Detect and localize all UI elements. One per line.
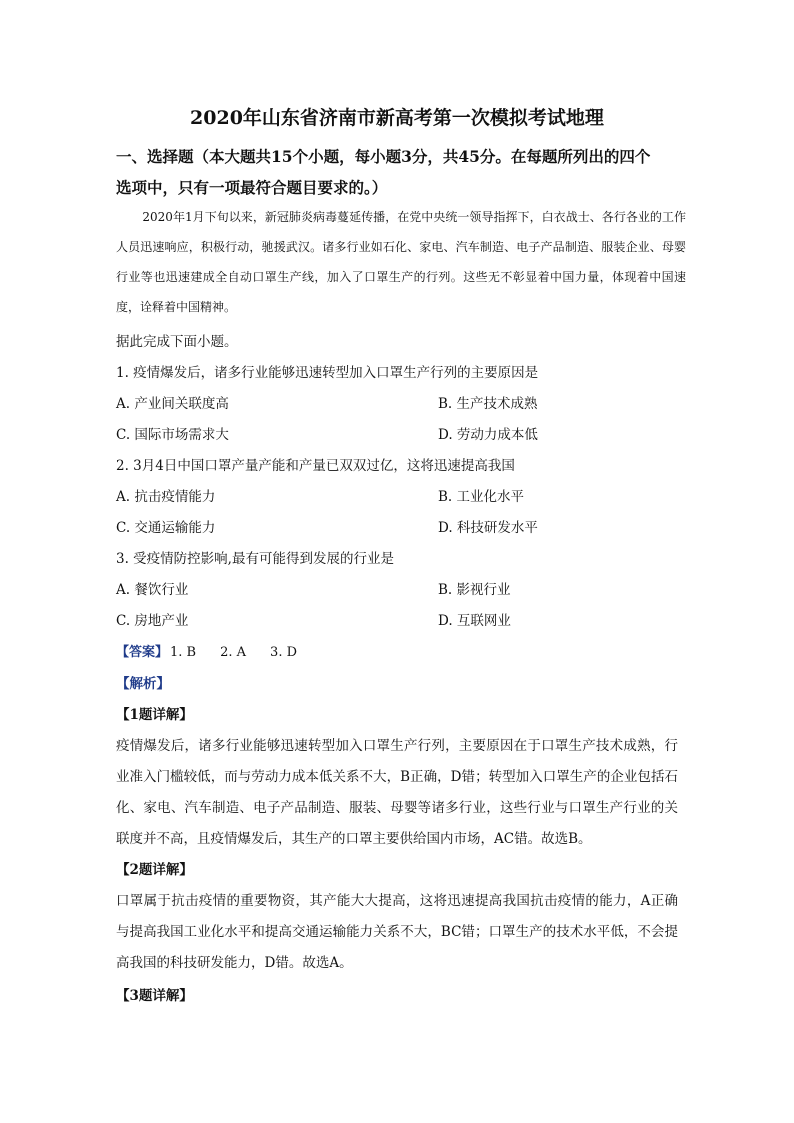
question-3-option-a: A. 餐饮行业 bbox=[116, 582, 189, 598]
question-1-option-c: C. 国际市场需求大 bbox=[116, 427, 229, 443]
question-2-option-c: C. 交通运输能力 bbox=[116, 520, 216, 536]
page-title: 2020年山东省济南市新高考第一次模拟考试地理 bbox=[190, 107, 604, 129]
question-1-option-a: A. 产业间关联度高 bbox=[116, 396, 229, 412]
answer-line bbox=[116, 643, 297, 663]
answer-item-1: 1. B bbox=[170, 645, 197, 660]
answer-item-2: 2. A bbox=[220, 645, 247, 660]
detail-3-heading: 【3题详解】 bbox=[116, 988, 193, 1004]
question-2-option-b: B. 工业化水平 bbox=[438, 489, 525, 505]
question-2-option-d: D. 科技研发水平 bbox=[438, 520, 538, 536]
answer-label: 【答案】 bbox=[116, 645, 169, 660]
question-3-option-c: C. 房地产业 bbox=[116, 613, 189, 629]
detail-1-heading: 【1题详解】 bbox=[116, 707, 193, 723]
question-2-stem: 2. 3月4日中国口罩产量产能和产量已双双过亿，这将迅速提高我国 bbox=[116, 458, 515, 474]
instruction-text: 据此完成下面小题。 bbox=[116, 334, 238, 350]
passage-text: 2020年1月下旬以来，新冠肺炎病毒蔓延传播，在党中央统一领导指挥下，白衣战士、各行各业的工作人员迅速响应，积极行动，驰援武汉。诸多行业如石化、家电、汽车制造、电子产品制造、服装企业、母婴行业等也迅速建成全自动口罩生产线，加入了口罩生产的行列。这些无不彰显着中国力量，体现着中国速度，诠释着中国精神。 bbox=[116, 210, 686, 314]
reading-passage bbox=[116, 202, 686, 322]
section-heading-line-2: 选项中，只有一项最符合题目要求的。） bbox=[116, 178, 388, 197]
analysis-label: 【解析】 bbox=[116, 676, 170, 692]
question-1-option-b: B. 生产技术成熟 bbox=[438, 396, 538, 412]
section-heading-line-1: 一、选择题（本大题共15个小题，每小题3分，共45分。在每题所列出的四个 bbox=[116, 147, 651, 166]
question-1-option-d: D. 劳动力成本低 bbox=[438, 427, 538, 443]
detail-2-text: 口罩属于抗击疫情的重要物资，其产能大大提高，这将迅速提高我国抗击疫情的能力，A正确与提高我国工业化水平和提高交通运输能力关系不大，BC错；口罩生产的技术水平低，不会提高我国的科技研发能力，D错。故选A。 bbox=[116, 893, 678, 971]
detail-1-text: 疫情爆发后，诸多行业能够迅速转型加入口罩生产行列，主要原因在于口罩生产技术成熟，行业准入门槛较低，而与劳动力成本低关系不大，B正确，D错；转型加入口罩生产的企业包括石化、家电、汽车制造、电子产品制造、服装、母婴等诸多行业，这些行业与口罩生产行业的关联度并不高，且疫情爆发后，其生产的口罩主要供给国内市场，AC错。故选B。 bbox=[116, 738, 678, 847]
question-3-option-b: B. 影视行业 bbox=[438, 582, 511, 598]
question-3-stem: 3. 受疫情防控影响,最有可能得到发展的行业是 bbox=[116, 551, 394, 567]
question-2-option-a: A. 抗击疫情能力 bbox=[116, 489, 216, 505]
answer-item-3: 3. D bbox=[270, 645, 298, 660]
detail-2-heading: 【2题详解】 bbox=[116, 862, 193, 878]
question-3-option-d: D. 互联网业 bbox=[438, 613, 511, 629]
question-1-stem: 1. 疫情爆发后，诸多行业能够迅速转型加入口罩生产行列的主要原因是 bbox=[116, 365, 539, 381]
